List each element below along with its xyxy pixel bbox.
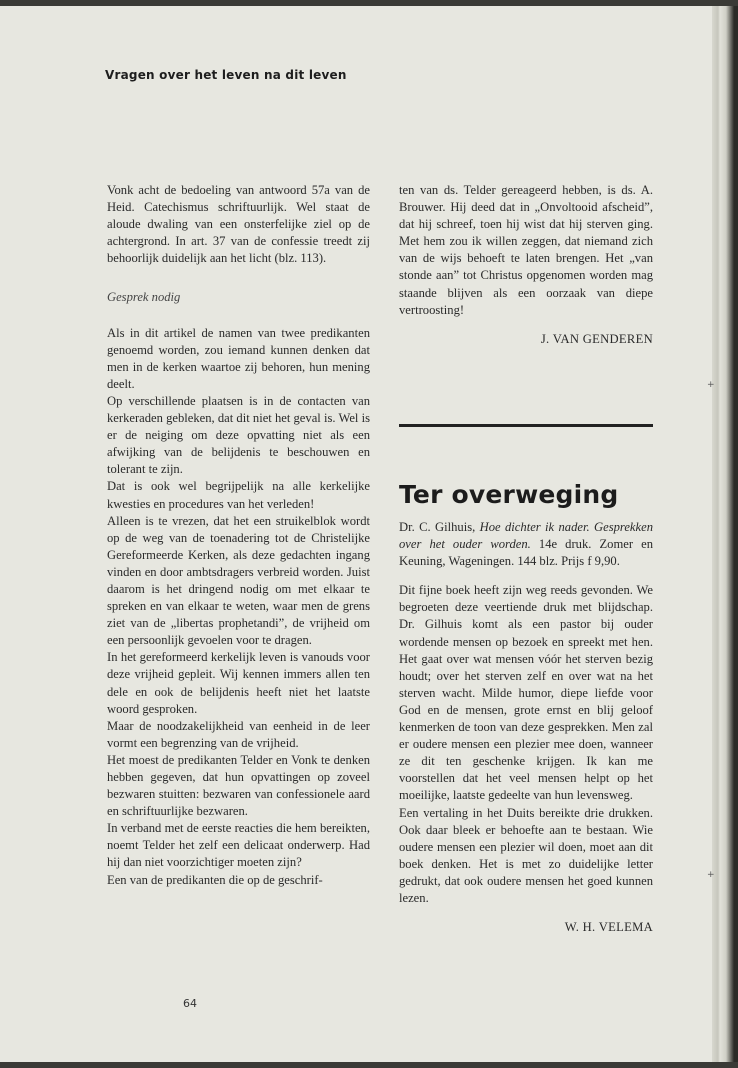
paragraph: Op verschillende plaatsen is in de contacten van kerkeraden gebleken, dat dit niet het geval is. Wel is er de neiging om deze opvatting niet als een afwijking van de belijdenis te beschouwen en tolerant te zijn. bbox=[107, 393, 370, 477]
margin-mark: + bbox=[707, 380, 715, 390]
review-signature: W. H. VELEMA bbox=[564, 920, 653, 935]
paragraph: Een van de predikanten die op de geschrif- bbox=[107, 872, 323, 887]
paragraph: Het moest de predikanten Telder en Vonk te denken hebben gegeven, dat hun opvattingen op zoveel bezwaren stuitten: bezwaren van confessionele aard en schriftuurlijke bezwaren. bbox=[107, 752, 370, 819]
signature: J. VAN GENDEREN bbox=[540, 331, 653, 346]
paragraph: Alleen is te vrezen, dat het een struikelblok wordt op de weg van de toenadering tot de Christelijke Gereformeerde Kerken, als deze gedachten ingang vinden en door ambtsdragers verbreid worden. Juist daarom is het dringend nodig om met elkaar te spreken en van elkaar te weten, waar men de grens ziet van de „libertas prophetandi”, de vrijheid om een persoonlijk gevoelen voor te dragen. bbox=[107, 513, 370, 648]
book-author: Dr. C. Gilhuis, bbox=[399, 520, 476, 534]
book-title: Hoe dichter ik nader. Gesprekken over het ouder worden. bbox=[399, 520, 653, 552]
subheading: Gesprek nodig bbox=[107, 290, 181, 305]
book-reference bbox=[399, 519, 653, 570]
margin-mark: + bbox=[707, 870, 715, 880]
right-column bbox=[399, 182, 653, 348]
section-divider bbox=[399, 424, 653, 427]
book-details: 14e druk. Zomer en Keuning, Wageningen. 144 blz. Prijs f 9,90. bbox=[399, 537, 653, 569]
paragraph: In het gereformeerd kerkelijk leven is vanouds voor deze vrijheid gepleit. Wij kennen immers allen ten dele en ook de belijdenis heeft niet het laatste woord gesproken. bbox=[107, 650, 370, 716]
left-column bbox=[107, 182, 370, 889]
paragraph: Dat is ook wel begrijpelijk na alle kerkelijke kwesties en procedures van het verleden! bbox=[107, 479, 370, 511]
section-heading: Ter overweging bbox=[399, 480, 619, 509]
paragraph: In verband met de eerste reacties die hem bereikten, noemt Telder het zelf een delicaat onderwerp. Had hij dan niet voorzichtiger moeten zijn? bbox=[107, 821, 370, 870]
running-head: Vragen over het leven na dit leven bbox=[105, 68, 347, 82]
continuation-paragraph: ten van ds. Telder gereageerd hebben, is ds. A. Brouwer. Hij deed dat in „Onvoltooid afscheid”, dat hij schreef, toen hij wist dat hij sterven ging. Met hem zou ik willen zeggen, dat niemand zich van de wijs behoeft te laten brengen. Het „van stonde aan” tot Christus opgenomen worden mag staande blijven als een oorzaak van diepe vertroosting! bbox=[399, 183, 653, 317]
review-column bbox=[399, 519, 653, 936]
paragraph: Als in dit artikel de namen van twee predikanten genoemd worden, zou iemand kunnen denken dat men in de kerken waartoe zij behoren, hun mening deelt. bbox=[107, 325, 370, 391]
review-paragraph: Dit fijne boek heeft zijn weg reeds gevonden. We begroeten deze veertiende druk met blijdschap. Dr. Gilhuis komt als een pastor bij ouder wordende mensen op bezoek en spreekt met hen. Het gaat over wat mensen vóór het sterven bezig houdt; over het sterven zelf en over wat na het sterven wacht. Milde humor, diepe liefde voor God en de mensen, grote ernst en blij geloof kenmerken de toon van deze gesprekken. Men zal er oudere mensen een plezier mee doen, wanneer ze dit ten geschenke krijgen. Ik kan me voorstellen dat het veel mensen helpt op het moeilijke, laatste gedeelte van hun levensweg. bbox=[399, 583, 653, 803]
page-number: 64 bbox=[183, 997, 197, 1010]
page-edge bbox=[712, 6, 738, 1062]
paragraph: Maar de noodzakelijkheid van eenheid in de leer vormt een begrenzing van de vrijheid. bbox=[107, 718, 370, 750]
intro-paragraph: Vonk acht de bedoeling van antwoord 57a van de Heid. Catechismus schriftuurlijk. Wel staat de aloude dwaling van een onsterfelijke ziel op de achtergrond. In art. 37 van de confessie treedt zij behoorlijk duidelijk aan het licht (blz. 113). bbox=[107, 183, 370, 266]
review-paragraph: Een vertaling in het Duits bereikte drie drukken. Ook daar bleek er behoefte aan te bestaan. Wie oudere mensen een plezier wil doen, moet aan dit boek denken. Het is met zo duidelijke letter gedrukt, dat ook oudere mensen het goed kunnen lezen. bbox=[399, 805, 653, 905]
